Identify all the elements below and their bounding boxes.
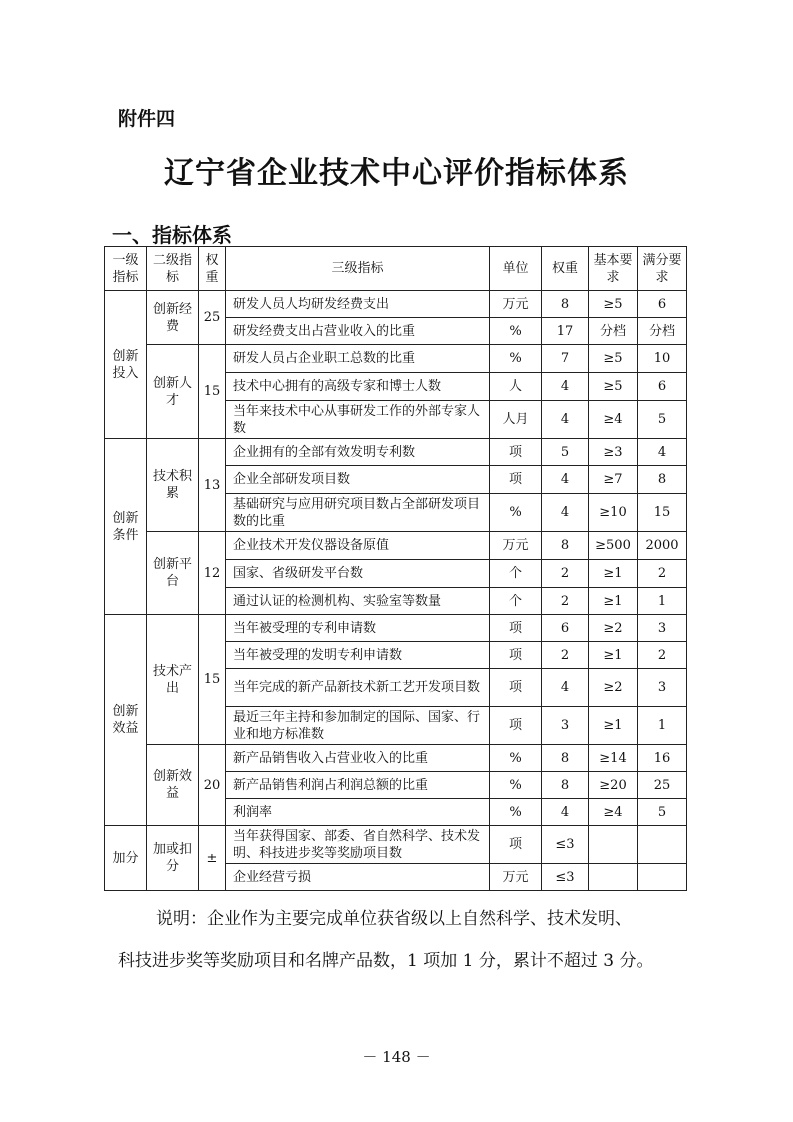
basic-cell: ≥1 xyxy=(589,707,638,745)
note-line-2: 科技进步奖等奖励项目和名牌产品数，1 项加 1 分，累计不超过 3 分。 xyxy=(118,951,654,971)
indicator-cell: 当年完成的新产品新技术新工艺开发项目数 xyxy=(226,669,490,707)
unit-cell: 个 xyxy=(490,560,542,588)
full-cell: 5 xyxy=(638,799,687,826)
weight-cell: 6 xyxy=(542,615,589,642)
basic-cell: ≥5 xyxy=(589,291,638,318)
full-cell: 3 xyxy=(638,669,687,707)
unit-cell: 项 xyxy=(490,642,542,669)
header-basic: 基本要求 xyxy=(589,247,638,291)
full-cell: 10 xyxy=(638,345,687,373)
level2-cell: 加或扣分 xyxy=(147,826,199,891)
weight-cell: 4 xyxy=(542,373,589,401)
table-row xyxy=(105,532,687,560)
unit-cell: % xyxy=(490,345,542,373)
indicator-table xyxy=(104,246,687,891)
unit-cell: 项 xyxy=(490,826,542,864)
section-title: 一、指标体系 xyxy=(112,223,232,247)
full-cell: 6 xyxy=(638,373,687,401)
weight-cell: ≤3 xyxy=(542,826,589,864)
basic-cell xyxy=(589,826,638,864)
weight-cell: 4 xyxy=(542,799,589,826)
level2-weight: 12 xyxy=(199,532,226,615)
unit-cell: 人 xyxy=(490,373,542,401)
weight-cell: 7 xyxy=(542,345,589,373)
weight-cell: 8 xyxy=(542,532,589,560)
indicator-cell: 最近三年主持和参加制定的国际、国家、行业和地方标准数 xyxy=(226,707,490,745)
level1-cell: 创新条件 xyxy=(105,439,147,615)
weight-cell: 2 xyxy=(542,588,589,615)
indicator-cell: 技术中心拥有的高级专家和博士人数 xyxy=(226,373,490,401)
indicator-cell: 基础研究与应用研究项目数占全部研发项目数的比重 xyxy=(226,494,490,532)
basic-cell: ≥3 xyxy=(589,439,638,466)
full-cell: 5 xyxy=(638,401,687,439)
full-cell: 分档 xyxy=(638,318,687,345)
level2-weight: ± xyxy=(199,826,226,891)
full-cell: 2 xyxy=(638,642,687,669)
basic-cell xyxy=(589,864,638,891)
basic-cell: ≥1 xyxy=(589,642,638,669)
indicator-cell: 企业经营亏损 xyxy=(226,864,490,891)
weight-cell: 5 xyxy=(542,439,589,466)
level2-weight: 20 xyxy=(199,745,226,826)
basic-cell: ≥20 xyxy=(589,772,638,799)
full-cell: 8 xyxy=(638,466,687,494)
unit-cell: 个 xyxy=(490,588,542,615)
basic-cell: ≥7 xyxy=(589,466,638,494)
weight-cell: 2 xyxy=(542,560,589,588)
full-cell: 2000 xyxy=(638,532,687,560)
table-row xyxy=(105,745,687,772)
unit-cell: % xyxy=(490,799,542,826)
indicator-cell: 研发人员人均研发经费支出 xyxy=(226,291,490,318)
full-cell: 15 xyxy=(638,494,687,532)
unit-cell: 项 xyxy=(490,439,542,466)
indicator-cell: 当年被受理的发明专利申请数 xyxy=(226,642,490,669)
level2-cell: 技术产出 xyxy=(147,615,199,745)
level2-cell: 创新人才 xyxy=(147,345,199,439)
table-row xyxy=(105,826,687,864)
weight-cell: 8 xyxy=(542,772,589,799)
header-weight3: 权重 xyxy=(542,247,589,291)
weight-cell: ≤3 xyxy=(542,864,589,891)
full-cell: 2 xyxy=(638,560,687,588)
basic-cell: ≥14 xyxy=(589,745,638,772)
page-number: － 148 － xyxy=(362,1048,431,1066)
basic-cell: ≥10 xyxy=(589,494,638,532)
weight-cell: 3 xyxy=(542,707,589,745)
weight-cell: 4 xyxy=(542,494,589,532)
full-cell: 16 xyxy=(638,745,687,772)
weight-cell: 4 xyxy=(542,466,589,494)
table-row xyxy=(105,439,687,466)
indicator-cell: 研发经费支出占营业收入的比重 xyxy=(226,318,490,345)
indicator-cell: 新产品销售利润占利润总额的比重 xyxy=(226,772,490,799)
weight-cell: 17 xyxy=(542,318,589,345)
indicator-cell: 利润率 xyxy=(226,799,490,826)
weight-cell: 2 xyxy=(542,642,589,669)
full-cell: 4 xyxy=(638,439,687,466)
level1-cell: 加分 xyxy=(105,826,147,891)
basic-cell: ≥500 xyxy=(589,532,638,560)
indicator-cell: 新产品销售收入占营业收入的比重 xyxy=(226,745,490,772)
indicator-cell: 企业拥有的全部有效发明专利数 xyxy=(226,439,490,466)
indicator-cell: 当年获得国家、部委、省自然科学、技术发明、科技进步奖等奖励项目数 xyxy=(226,826,490,864)
unit-cell: % xyxy=(490,772,542,799)
full-cell xyxy=(638,826,687,864)
unit-cell: % xyxy=(490,745,542,772)
header-level2: 二级指标 xyxy=(147,247,199,291)
unit-cell: 项 xyxy=(490,669,542,707)
level2-weight: 15 xyxy=(199,345,226,439)
indicator-cell: 当年被受理的专利申请数 xyxy=(226,615,490,642)
header-full: 满分要求 xyxy=(638,247,687,291)
level2-cell: 技术积累 xyxy=(147,439,199,532)
level2-cell: 创新效益 xyxy=(147,745,199,826)
indicator-cell: 企业全部研发项目数 xyxy=(226,466,490,494)
header-weight2: 权重 xyxy=(199,247,226,291)
unit-cell: 万元 xyxy=(490,291,542,318)
level2-weight: 15 xyxy=(199,615,226,745)
level2-cell: 创新经费 xyxy=(147,291,199,345)
indicator-cell: 当年来技术中心从事研发工作的外部专家人数 xyxy=(226,401,490,439)
basic-cell: ≥4 xyxy=(589,401,638,439)
header-level1: 一级指标 xyxy=(105,247,147,291)
level1-cell: 创新投入 xyxy=(105,291,147,439)
header-level3: 三级指标 xyxy=(226,247,490,291)
basic-cell: 分档 xyxy=(589,318,638,345)
note-line-1: 说明：企业作为主要完成单位获省级以上自然科学、技术发明、 xyxy=(156,909,632,929)
unit-cell: 项 xyxy=(490,466,542,494)
full-cell: 6 xyxy=(638,291,687,318)
full-cell: 1 xyxy=(638,588,687,615)
full-cell: 1 xyxy=(638,707,687,745)
annex-label: 附件四 xyxy=(118,108,176,130)
basic-cell: ≥5 xyxy=(589,373,638,401)
weight-cell: 4 xyxy=(542,401,589,439)
unit-cell: 项 xyxy=(490,707,542,745)
level2-cell: 创新平台 xyxy=(147,532,199,615)
indicator-cell: 通过认证的检测机构、实验室等数量 xyxy=(226,588,490,615)
basic-cell: ≥1 xyxy=(589,588,638,615)
page-title: 辽宁省企业技术中心评价指标体系 xyxy=(164,156,629,191)
table-row xyxy=(105,615,687,642)
level2-weight: 25 xyxy=(199,291,226,345)
basic-cell: ≥2 xyxy=(589,615,638,642)
full-cell xyxy=(638,864,687,891)
unit-cell: 项 xyxy=(490,615,542,642)
table-row xyxy=(105,291,687,318)
unit-cell: 人月 xyxy=(490,401,542,439)
basic-cell: ≥1 xyxy=(589,560,638,588)
unit-cell: % xyxy=(490,494,542,532)
unit-cell: 万元 xyxy=(490,864,542,891)
weight-cell: 4 xyxy=(542,669,589,707)
indicator-cell: 研发人员占企业职工总数的比重 xyxy=(226,345,490,373)
header-row xyxy=(105,247,687,291)
basic-cell: ≥4 xyxy=(589,799,638,826)
unit-cell: 万元 xyxy=(490,532,542,560)
unit-cell: % xyxy=(490,318,542,345)
weight-cell: 8 xyxy=(542,291,589,318)
level1-cell: 创新效益 xyxy=(105,615,147,826)
level2-weight: 13 xyxy=(199,439,226,532)
indicator-cell: 国家、省级研发平台数 xyxy=(226,560,490,588)
full-cell: 3 xyxy=(638,615,687,642)
weight-cell: 8 xyxy=(542,745,589,772)
header-unit: 单位 xyxy=(490,247,542,291)
basic-cell: ≥2 xyxy=(589,669,638,707)
basic-cell: ≥5 xyxy=(589,345,638,373)
indicator-cell: 企业技术开发仪器设备原值 xyxy=(226,532,490,560)
table-row xyxy=(105,345,687,373)
full-cell: 25 xyxy=(638,772,687,799)
